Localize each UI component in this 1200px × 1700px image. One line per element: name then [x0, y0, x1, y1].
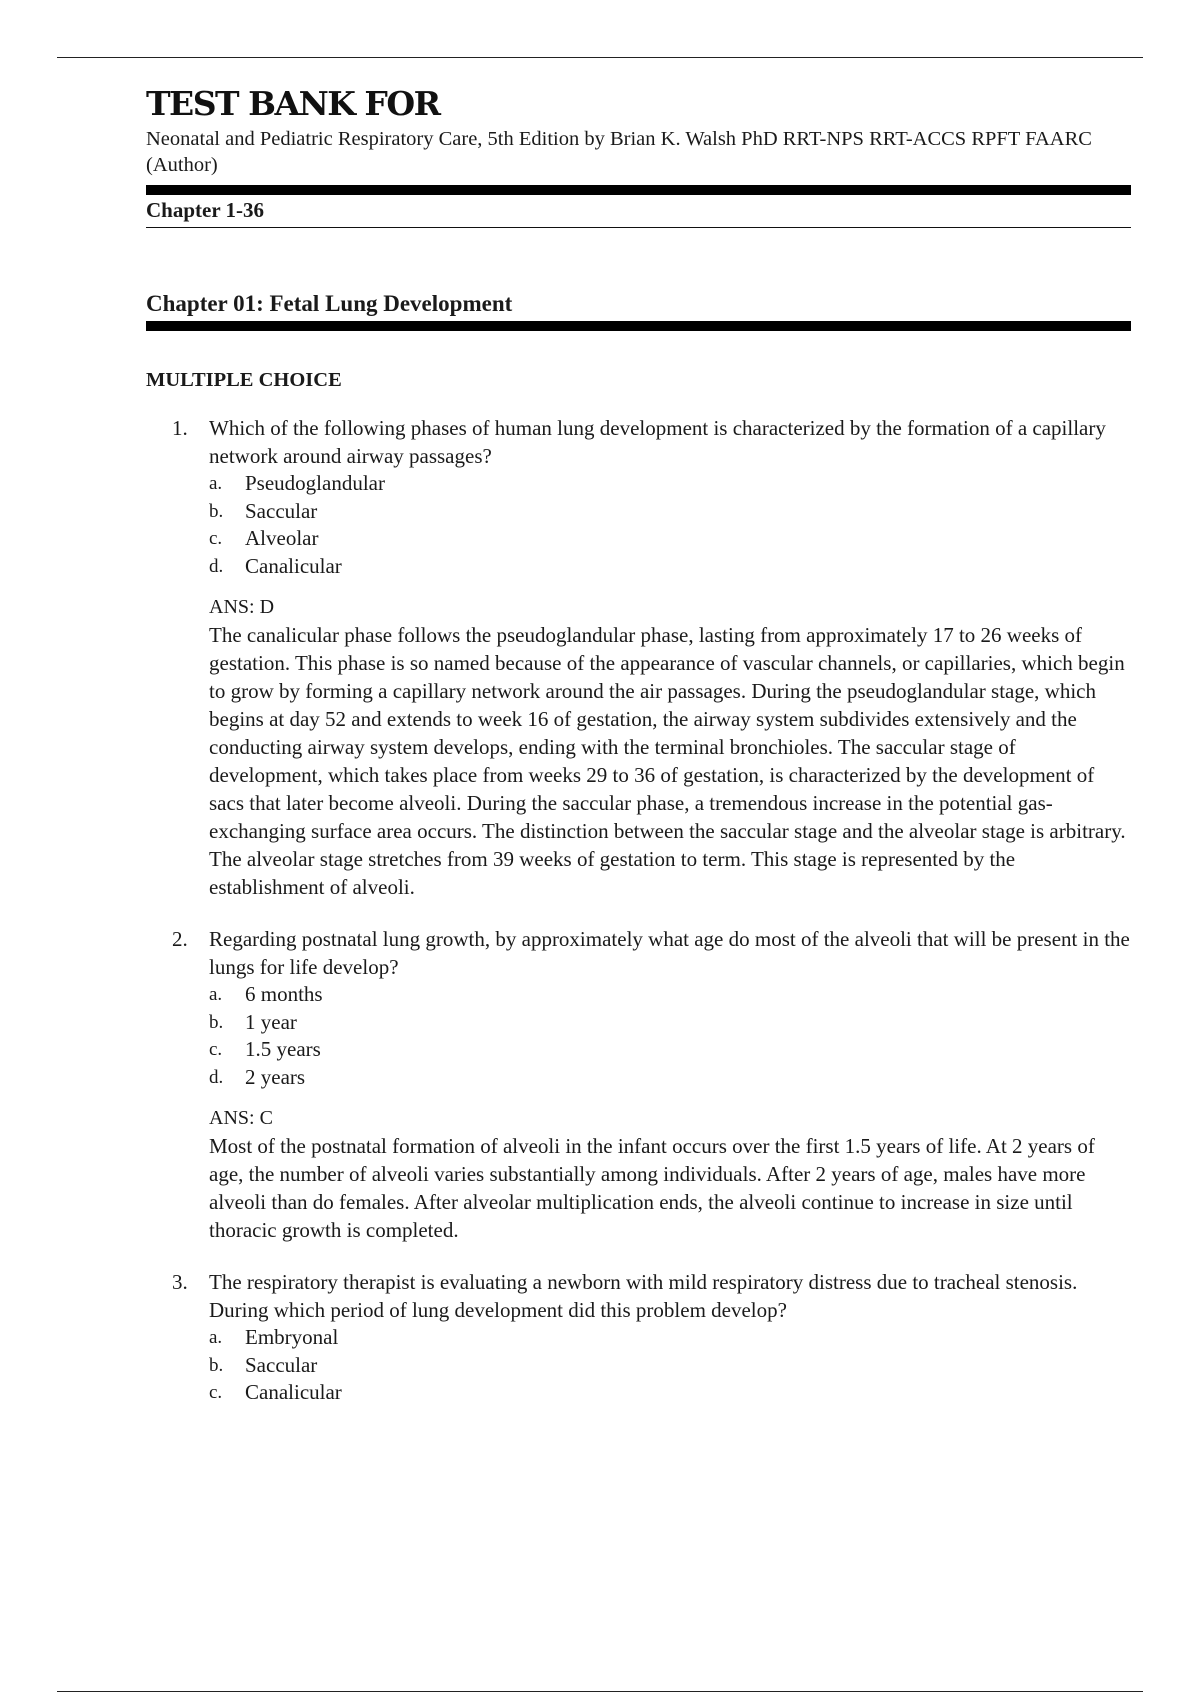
chapter-heading: Chapter 01: Fetal Lung Development	[146, 291, 513, 316]
question-text: Regarding postnatal lung growth, by approximately what age do most of the alveoli that will be present in the lungs for life develop?	[209, 927, 1130, 979]
question-text: The respiratory therapist is evaluating a newborn with mild respiratory distress due to tracheal stenosis. During which period of lung development did this problem develop?	[209, 1270, 1078, 1322]
document-content	[146, 84, 1131, 1431]
question-number: 2.	[172, 927, 188, 951]
option-text: Embryonal	[245, 1325, 339, 1349]
chapter-range: Chapter 1-36	[146, 198, 265, 222]
answer-rationale: Most of the postnatal formation of alveoli in the infant occurs over the first 1.5 years of life. At 2 years of age, the number of alveoli varies substantially among individuals. After 2 years of age, males have more alveoli than do females. After alveolar multiplication ends, the alveoli continue to increase in size until thoracic growth is completed.	[209, 1134, 1095, 1242]
option-text: 1 year	[245, 1009, 297, 1034]
option-text: 2 years	[245, 1064, 306, 1089]
answer-option	[209, 1352, 1131, 1380]
answer-option	[209, 1009, 1131, 1037]
answer-key: ANS: D	[209, 596, 275, 618]
question-number: 1.	[172, 416, 188, 440]
answer-option	[209, 981, 1131, 1009]
section-heading: MULTIPLE CHOICE	[146, 369, 342, 391]
option-letter: c.	[209, 528, 223, 549]
page-top-rule	[57, 57, 1143, 58]
option-letter: d.	[209, 1066, 224, 1088]
title-divider	[146, 185, 1131, 195]
question-number: 3.	[172, 1270, 188, 1294]
page-bottom-rule	[57, 1691, 1143, 1692]
option-text: Canalicular	[245, 553, 342, 578]
answer-option	[209, 1036, 1131, 1064]
question-text: Which of the following phases of human lung development is characterized by the formation of a capillary network around airway passages?	[209, 416, 1106, 468]
option-letter: a.	[209, 473, 223, 494]
document-subtitle: Neonatal and Pediatric Respiratory Care, 5th Edition by Brian K. Walsh PhD RRT-NPS RRT-ACCS RPFT FAARC (Author)	[146, 128, 1092, 176]
option-letter: b.	[209, 1011, 224, 1033]
option-text: Saccular	[245, 498, 318, 523]
chapter-range-divider	[146, 227, 1131, 228]
answer-option	[209, 1064, 1131, 1092]
option-text: Canalicular	[245, 1380, 342, 1404]
option-letter: a.	[209, 1327, 223, 1348]
option-letter: d.	[209, 555, 224, 577]
option-letter: b.	[209, 1354, 224, 1376]
option-letter: c.	[209, 1039, 223, 1060]
answer-options	[209, 1324, 1131, 1407]
answer-options	[209, 470, 1131, 580]
document-title: TEST BANK FOR	[146, 84, 440, 123]
answer-options	[209, 981, 1131, 1091]
answer-option	[209, 498, 1131, 526]
question-item	[146, 1268, 1131, 1407]
question-list	[146, 414, 1131, 1407]
option-text: Saccular	[245, 1352, 318, 1377]
question-item	[146, 414, 1131, 901]
question-item	[146, 925, 1131, 1244]
option-text: 6 months	[245, 982, 323, 1006]
answer-option	[209, 1379, 1131, 1407]
option-text: 1.5 years	[245, 1037, 321, 1061]
answer-option	[209, 470, 1131, 498]
answer-key: ANS: C	[209, 1107, 273, 1129]
option-text: Pseudoglandular	[245, 471, 385, 495]
answer-option	[209, 525, 1131, 553]
option-letter: c.	[209, 1382, 223, 1403]
chapter-divider	[146, 321, 1131, 331]
answer-rationale: The canalicular phase follows the pseudoglandular phase, lasting from approximately 17 to 26 weeks of gestation. This phase is so named because of the appearance of vascular channels, or capillaries, which begin to grow by forming a capillary network around the air passages. During the pseudoglandular stage, which begins at day 52 and extends to week 16 of gestation, the airway system subdivides extensively and the conducting airway system develops, ending with the terminal bronchioles. The saccular stage of development, which takes place from weeks 29 to 36 of gestation, is characterized by the development of sacs that later become alveoli. During the saccular phase, a tremendous increase in the potential gas-exchanging surface area occurs. The distinction between the saccular stage and the alveolar stage is arbitrary. The alveolar stage stretches from 39 weeks of gestation to term. This stage is represented by the establishment of alveoli.	[209, 623, 1126, 899]
answer-option	[209, 553, 1131, 581]
option-letter: a.	[209, 984, 223, 1005]
answer-option	[209, 1324, 1131, 1352]
option-letter: b.	[209, 500, 224, 522]
option-text: Alveolar	[245, 526, 319, 550]
